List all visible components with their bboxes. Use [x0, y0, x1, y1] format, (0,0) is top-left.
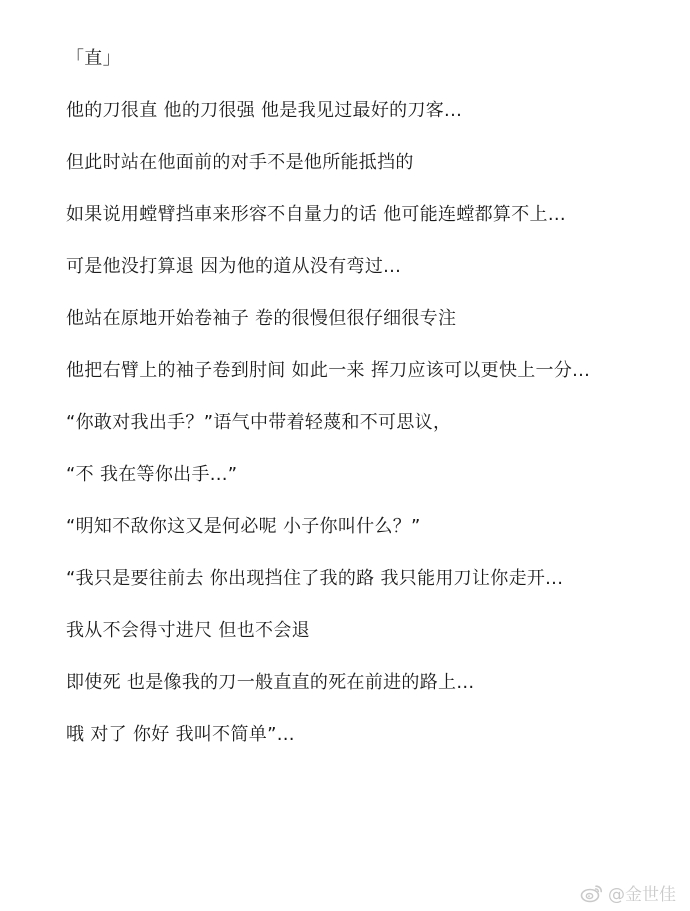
title-paragraph: 「直」 [66, 48, 121, 69]
text-paragraph: “我只是要往前去 你出现挡住了我的路 我只能用刀让你走开... [66, 568, 564, 589]
text-paragraph: 如果说用螳臂挡車来形容不自量力的话 他可能连螳都算不上... [66, 204, 566, 225]
text-paragraph: 他的刀很直 他的刀很强 他是我见过最好的刀客... [66, 100, 463, 121]
watermark-text: @金世佳 [608, 885, 676, 905]
text-paragraph: 我从不会得寸进尺 但也不会退 [66, 620, 310, 641]
document-body [66, 44, 636, 772]
weibo-watermark [580, 880, 676, 905]
text-paragraph: 哦 对了 你好 我叫不简单”... [66, 724, 295, 745]
text-paragraph: 他把右臂上的袖子卷到肘间 如此一来 挥刀应该可以更快上一分... [66, 360, 591, 381]
text-paragraph: 但此时站在他面前的对手不是他所能抵挡的 [66, 152, 414, 173]
text-paragraph: 他站在原地开始卷袖子 卷的很慢但很仔细很专注 [66, 308, 457, 329]
text-paragraph: “你敢对我出手？”语气中带着轻蔑和不可思议， [66, 412, 452, 433]
text-paragraph: “不 我在等你出手...” [66, 464, 238, 485]
text-paragraph: 即使死 也是像我的刀一般直直的死在前进的路上... [66, 672, 475, 693]
weibo-icon [580, 883, 604, 903]
text-paragraph: “明知不敌你这又是何必呢 小子你叫什么？” [66, 516, 421, 537]
text-paragraph: 可是他没打算退 因为他的道从没有弯过... [66, 256, 402, 277]
